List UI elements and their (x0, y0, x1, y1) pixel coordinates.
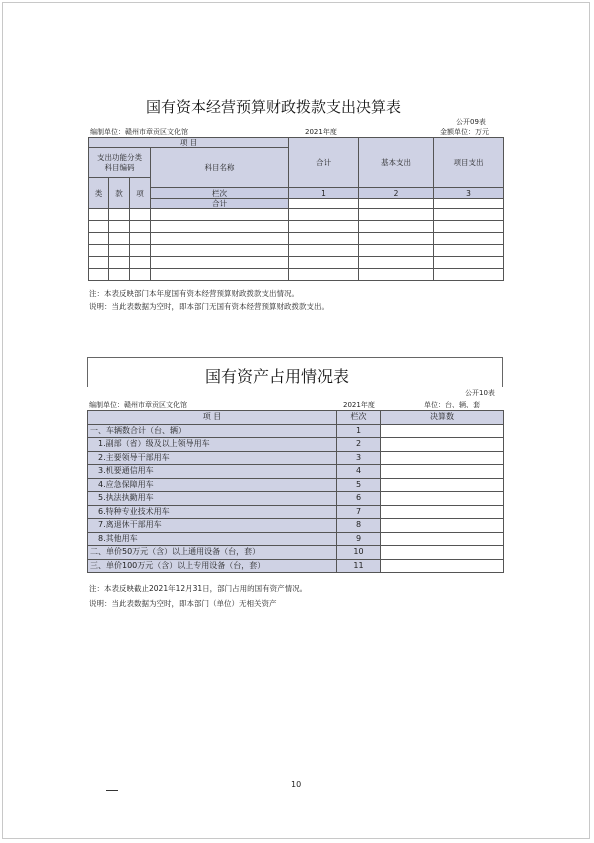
table-row (88, 559, 504, 573)
table2-header-value: 决算数 (381, 411, 504, 425)
table2-row-no: 4 (337, 465, 381, 479)
table2-row-value (381, 559, 504, 573)
table1-col-lei: 类 (89, 178, 109, 209)
table2-row-no: 9 (337, 532, 381, 546)
table2-row-label: 8.其他用车 (88, 532, 337, 546)
table-row (89, 257, 504, 269)
table2-row-label: 1.副部（省）级及以上领导用车 (88, 438, 337, 452)
table2-row-label: 5.执法执勤用车 (88, 492, 337, 506)
table2-row-no: 8 (337, 519, 381, 533)
table2-unit-label: 编制单位：赣州市章贡区文化馆 (89, 401, 187, 409)
table2-row-value (381, 424, 504, 438)
table1-num-1: 1 (289, 188, 359, 199)
table1-num-2: 2 (359, 188, 434, 199)
table1-note1: 注：本表反映部门本年度国有资本经营预算财政拨款支出情况。 (89, 289, 299, 298)
table1-header-code-line2: 科目编码 (104, 162, 135, 172)
table2-note1: 注：本表反映截止2021年12月31日，部门占用的国有资产情况。 (89, 584, 308, 593)
table1-header-name: 科目名称 (151, 148, 289, 188)
table-row (88, 532, 504, 546)
table-row (89, 269, 504, 281)
table2-row-no: 10 (337, 546, 381, 560)
table-row (89, 209, 504, 221)
table1-cell (359, 199, 434, 209)
table2-row-no: 11 (337, 559, 381, 573)
table2-row-value (381, 519, 504, 533)
table2-row-no: 7 (337, 505, 381, 519)
table2-row-value (381, 532, 504, 546)
table1-cell (434, 199, 504, 209)
table1-code: 公开09表 (456, 118, 486, 126)
table-row (88, 451, 504, 465)
table2-row-label: 一、车辆数合计（台、辆） (88, 424, 337, 438)
table-row (88, 546, 504, 560)
table1-header-basic: 基本支出 (359, 138, 434, 188)
table1-row-lanci: 栏次 (151, 188, 289, 199)
table1-col-xiang: 项 (130, 178, 151, 209)
table2-header-lanci: 栏次 (337, 411, 381, 425)
table2-grid (87, 410, 504, 573)
table2-count-unit: 单位：台、辆、套 (424, 401, 480, 409)
table-row (89, 245, 504, 257)
table2-row-label: 三、单价100万元（含）以上专用设备（台，套） (88, 559, 337, 573)
table1-header-code (89, 148, 151, 178)
table2-row-no: 2 (337, 438, 381, 452)
table2-row-value (381, 465, 504, 479)
table-row (88, 465, 504, 479)
page-number: 10 (291, 780, 302, 789)
table1-header-total: 合计 (289, 138, 359, 188)
table1-year: 2021年度 (305, 128, 337, 136)
table2-year: 2021年度 (343, 401, 375, 409)
table2-code: 公开10表 (465, 389, 495, 397)
table1-cell (289, 199, 359, 209)
table1-grid (88, 137, 504, 281)
table1-title: 国有资本经营预算财政拨款支出决算表 (146, 98, 402, 116)
table2-row-value (381, 451, 504, 465)
table1-header-project: 项目支出 (434, 138, 504, 188)
table2-row-value (381, 505, 504, 519)
table-row (88, 424, 504, 438)
table2-row-label: 3.机要通信用车 (88, 465, 337, 479)
table2-row-no: 3 (337, 451, 381, 465)
table-row (88, 438, 504, 452)
table2-row-no: 1 (337, 424, 381, 438)
table1-row-heji: 合计 (151, 199, 289, 209)
table2-row-value (381, 546, 504, 560)
table2-title: 国有资产占用情况表 (205, 367, 350, 386)
table1-header-item: 项 目 (89, 138, 289, 148)
table2-row-label: 二、单价50万元（含）以上通用设备（台，套） (88, 546, 337, 560)
table2-row-value (381, 438, 504, 452)
table2-row-value (381, 478, 504, 492)
table2-row-label: 2.主要领导干部用车 (88, 451, 337, 465)
table1-money-unit: 金额单位：万元 (440, 128, 489, 136)
table1-unit-label: 编制单位：赣州市章贡区文化馆 (90, 128, 188, 136)
table2-header-item: 项 目 (88, 411, 337, 425)
table2-row-no: 6 (337, 492, 381, 506)
table-row (89, 221, 504, 233)
table2-row-label: 7.离退休干部用车 (88, 519, 337, 533)
table2-row-label: 4.应急保障用车 (88, 478, 337, 492)
table1-note2: 说明：当此表数据为空时，即本部门无国有资本经营预算财政拨款支出。 (89, 302, 329, 311)
table2-row-label: 6.特种专业技术用车 (88, 505, 337, 519)
table-row (88, 478, 504, 492)
table-row (88, 505, 504, 519)
table1-num-3: 3 (434, 188, 504, 199)
table2-note2: 说明：当此表数据为空时，即本部门（单位）无相关资产 (89, 599, 277, 608)
table2-row-value (381, 492, 504, 506)
table-row (88, 519, 504, 533)
table1-header-code-line1: 支出功能分类 (97, 152, 142, 162)
table2-row-no: 5 (337, 478, 381, 492)
table1-col-kuan: 款 (109, 178, 130, 209)
table-row (88, 492, 504, 506)
table-row (89, 233, 504, 245)
footer-dash (106, 790, 118, 791)
